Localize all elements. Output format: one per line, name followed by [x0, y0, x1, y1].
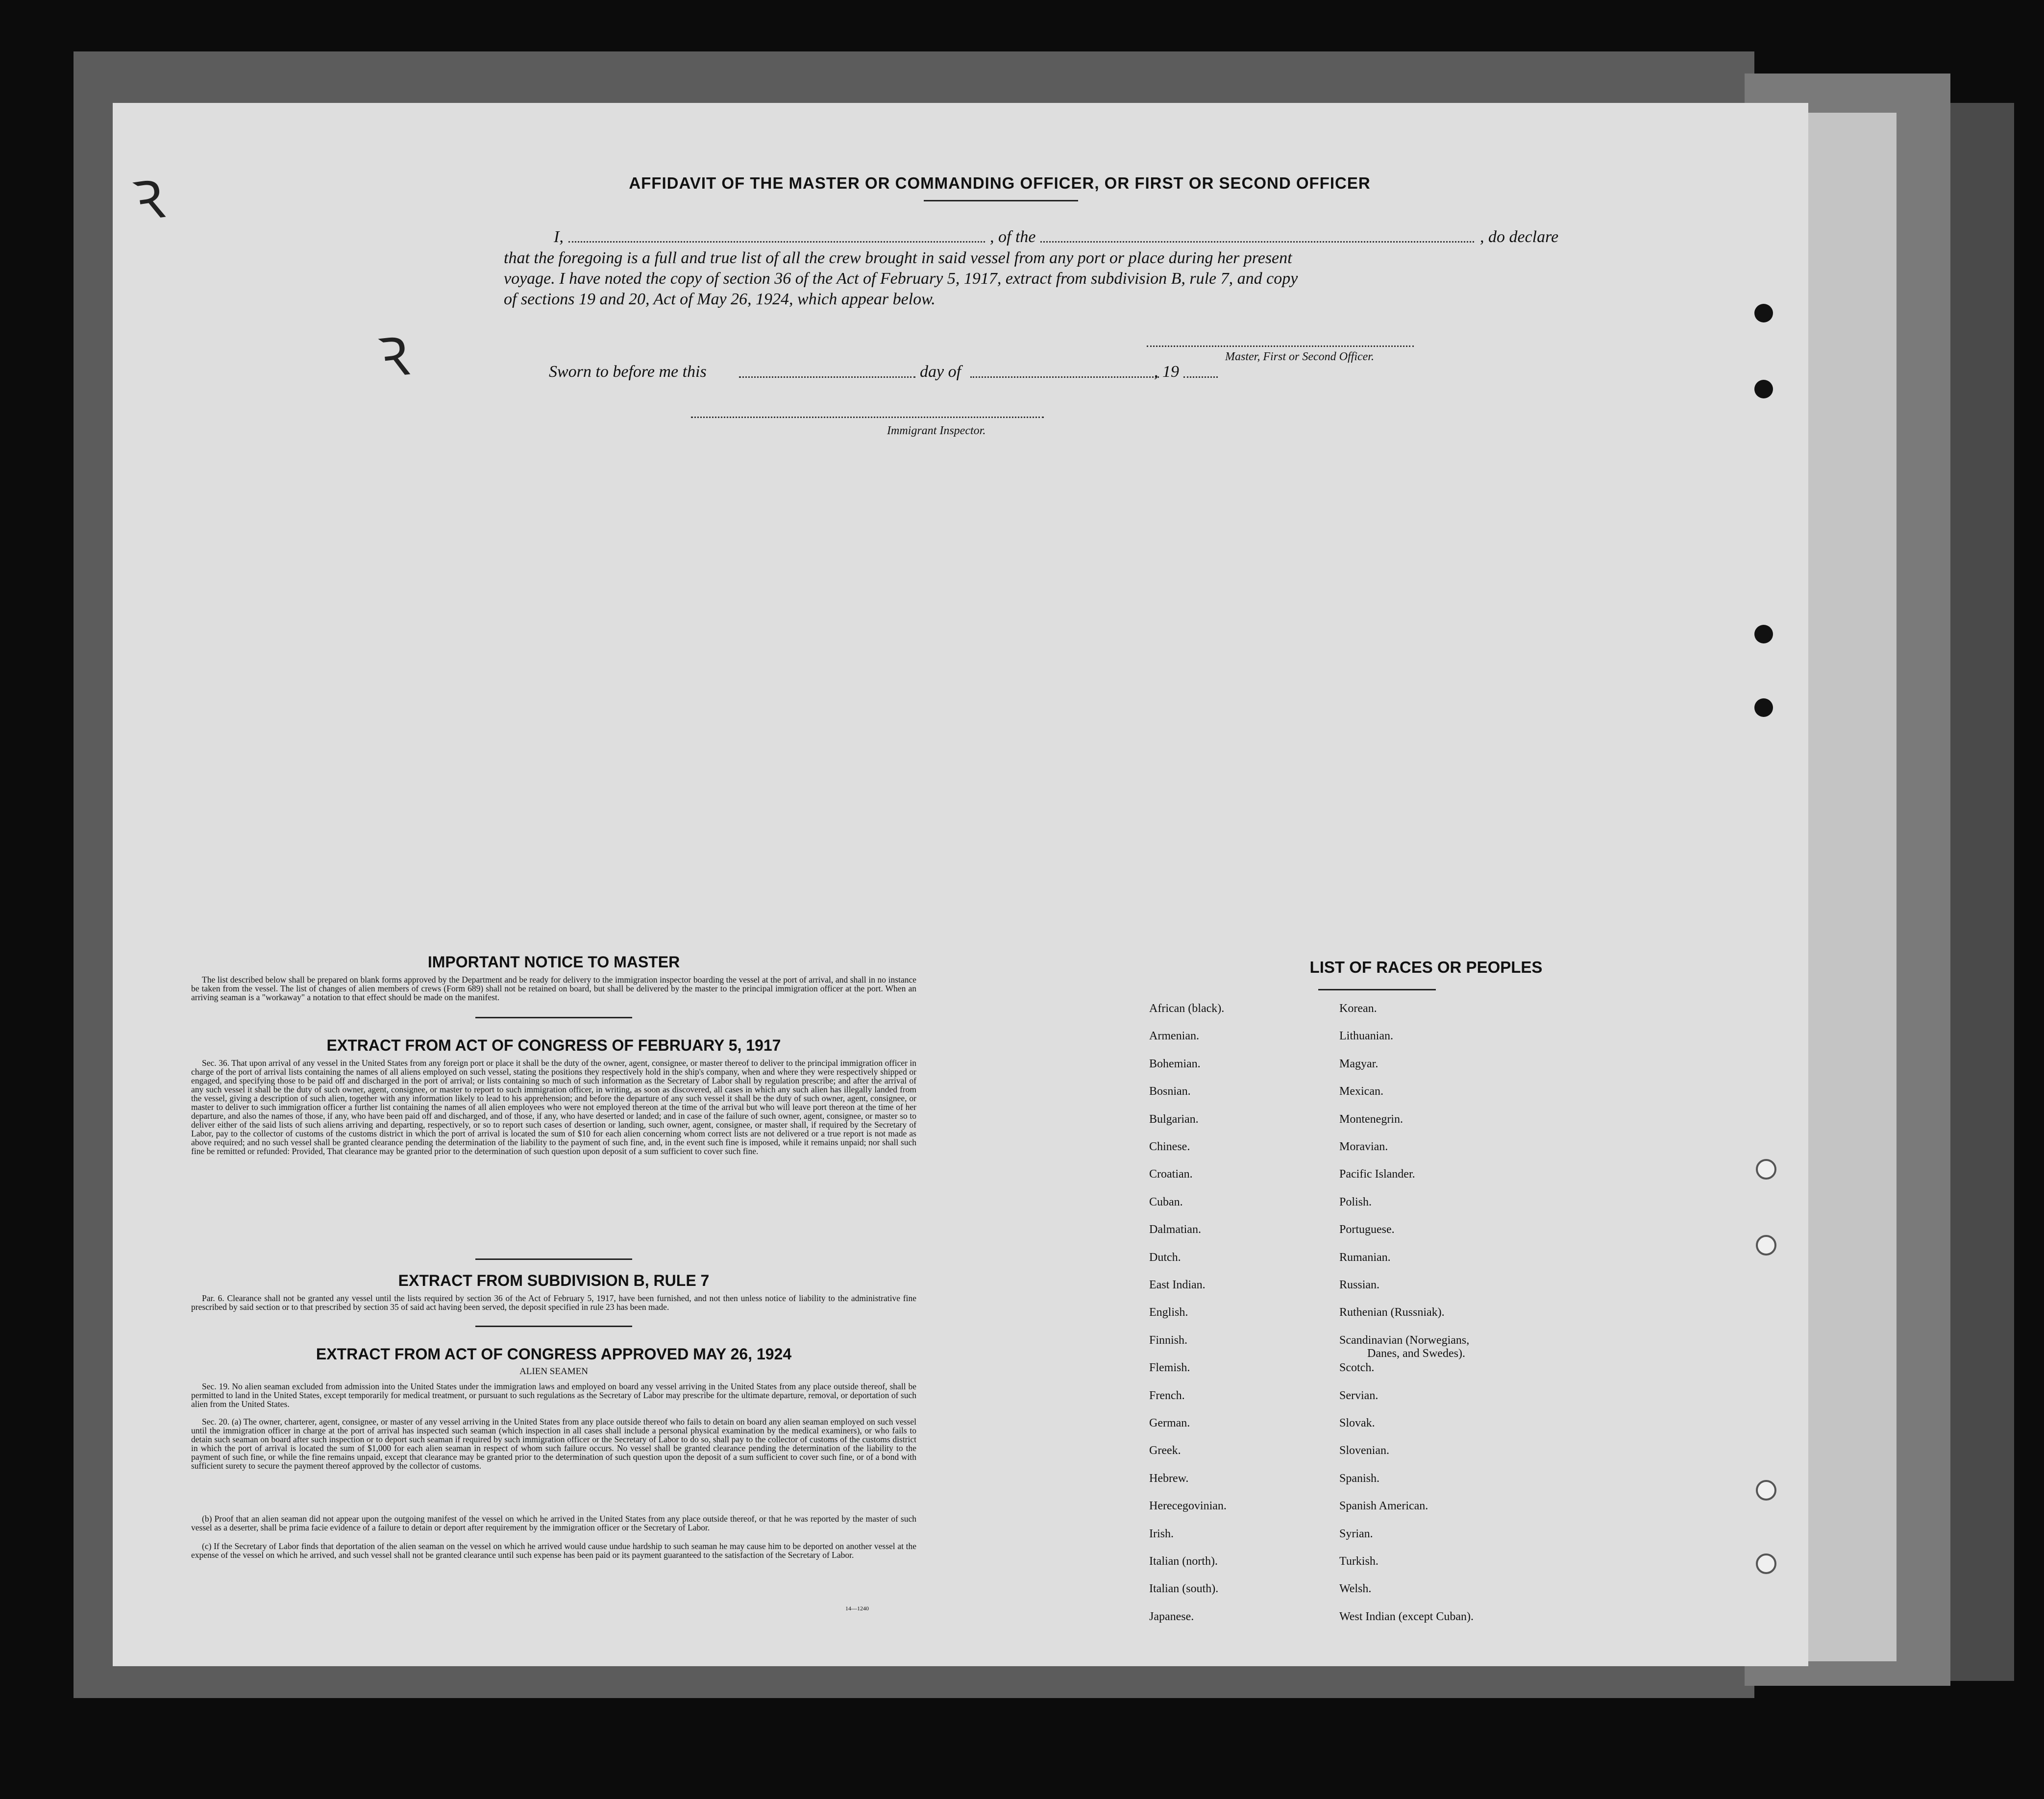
notice-body: The list described below shall be prepared on blank forms approved by the Department and be ready for delivery to the immigration inspector boarding the vessel at the port of arrival, and shall in no instance be taken from the vessel. The list of changes of alien members of crews (Form 689) shall not be retained on board, but shall be delivered by the master to the principal immigration officer at the port. When an arriving seaman is a "workaway" a notation to that effect should be made on the manifest.: [191, 975, 916, 1002]
declaration-name-label: I,: [554, 228, 564, 246]
race-item: Spanish.: [1339, 1472, 1380, 1485]
race-item: Korean.: [1339, 1002, 1377, 1015]
extract-1924-sec19: Sec. 19. No alien seaman excluded from admission into the United States under the immigration laws and employed on board any vessel arriving in the United States from any place outside thereof, shall be permitted to land in the United States, except temporarily for medical treatment, or pursuant to such regulations as the Secretary of Labor may prescribe for the ultimate departure, removal, or deportation of such alien from the United States.: [191, 1381, 916, 1409]
punch-hole-icon: [1754, 380, 1773, 398]
race-item: Herecegovinian.: [1149, 1500, 1227, 1513]
declaration-text-line: of sections 19 and 20, Act of May 26, 1924, which appear below.: [504, 290, 936, 308]
sworn-day-field[interactable]: [739, 376, 915, 378]
master-signature-label: Master, First or Second Officer.: [1225, 350, 1374, 363]
ring-hole-icon: [1756, 1159, 1776, 1180]
race-item: Slovenian.: [1339, 1444, 1389, 1457]
extract-1924-subtitle: ALIEN SEAMEN: [519, 1366, 588, 1377]
races-title: LIST OF RACES OR PEOPLES: [1309, 958, 1543, 976]
sworn-label: Sworn to before me this: [549, 363, 707, 381]
subdivision-title: EXTRACT FROM SUBDIVISION B, RULE 7: [398, 1272, 710, 1289]
race-item: Welsh.: [1339, 1582, 1372, 1596]
race-item: Scotch.: [1339, 1361, 1375, 1375]
affidavit-page: [113, 103, 1808, 1666]
ring-hole-icon: [1756, 1480, 1776, 1501]
form-number: 14—1240: [845, 1605, 869, 1612]
section-rule: [475, 1017, 632, 1018]
race-item: French.: [1149, 1389, 1185, 1402]
affidavit-title: AFFIDAVIT OF THE MASTER OR COMMANDING OFFICER, OR FIRST OR SECOND OFFICER: [629, 174, 1371, 192]
sworn-month-field[interactable]: [970, 376, 1159, 378]
race-item-continuation: Danes, and Swedes).: [1367, 1347, 1465, 1360]
race-item: Bosnian.: [1149, 1085, 1191, 1098]
extract-1924-sec20c: (c) If the Secretary of Labor finds that deportation of the alien seaman on the vessel on which he arrived would cause undue hardship to such seaman he may cause him to be deported on another vessel at the expense of the vessel on which he arrived, and such vessel shall not be granted clearance until such expense has been paid or its payment guaranteed to the satisfaction of the Secretary of Labor.: [191, 1541, 916, 1560]
race-item: Scandinavian (Norwegians,: [1339, 1333, 1470, 1347]
extract-1917-title: EXTRACT FROM ACT OF CONGRESS OF FEBRUARY 5, 1917: [326, 1036, 781, 1054]
race-item: Syrian.: [1339, 1527, 1373, 1540]
race-item: Japanese.: [1149, 1610, 1194, 1623]
declaration-text-line: voyage. I have noted the copy of section 36 of the Act of February 5, 1917, extract from subdivision B, rule 7, and copy: [504, 270, 1298, 288]
subdivision-body: Par. 6. Clearance shall not be granted any vessel until the lists required by section 36 of the Act of February 5, 1917, have been furnished, and not then unless notice of liability to the administrative fine prescribed by said section or to that prescribed by section 35 of said act having been served, the deposit specified in rule 23 has been made.: [191, 1293, 916, 1312]
ring-hole-icon: [1756, 1235, 1776, 1256]
punch-hole-icon: [1754, 698, 1773, 717]
notice-title: IMPORTANT NOTICE TO MASTER: [427, 953, 680, 971]
race-item: Servian.: [1339, 1389, 1379, 1402]
race-item: Italian (north).: [1149, 1555, 1218, 1568]
extract-1924-sec20a: Sec. 20. (a) The owner, charterer, agent, consignee, or master of any vessel arriving in the United States from any place outside thereof who fails to detain on board any alien seaman employed on such vessel until the immigration officer in charge at the port of arrival has inspected such seaman (which inspection in all cases shall include a personal physical examination by the medical examiners), or who fails to detain such seaman on board after such inspection or to deport such seaman if required by such immigration officer or the Secretary of Labor to do so, shall pay to the collector of customs of the customs district in which the port of arrival is located the sum of $1,000 for each alien seaman in respect of whom such failure occurs. No vessel shall be granted clearance pending the determination of the liability to the payment of such fine, or while the fine remains unpaid, except that clearance may be granted prior to the determination of such question upon the deposit of a sum sufficient to cover such fine, or of a bond with sufficient surety to secure the payment thereof approved by the collector of customs.: [191, 1417, 916, 1471]
race-item: Slovak.: [1339, 1417, 1375, 1429]
master-signature-field[interactable]: [1147, 345, 1414, 347]
declaration-suffix: , do declare: [1480, 228, 1559, 246]
race-item: Mexican.: [1339, 1085, 1383, 1098]
race-item: Ruthenian (Russniak).: [1339, 1306, 1445, 1319]
race-item: Italian (south).: [1149, 1582, 1219, 1596]
race-item: African (black).: [1149, 1002, 1225, 1015]
vessel-name-field[interactable]: [1040, 241, 1474, 243]
sworn-year-label: , 19: [1154, 363, 1179, 381]
extract-1924-sec20b: (b) Proof that an alien seaman did not appear upon the outgoing manifest of the vessel on which he arrived in the United States from any place outside thereof, or that he was reported by the master of such vessel as a deserter, shall be prima facie evidence of a failure to detain or deport after requirement by the immigration officer or the Secretary of Labor.: [191, 1514, 916, 1532]
sworn-day-of-label: day of: [920, 363, 961, 381]
section-rule: [475, 1326, 632, 1327]
races-rule: [1318, 989, 1436, 990]
sworn-year-field[interactable]: [1183, 376, 1218, 378]
race-item: East Indian.: [1149, 1279, 1206, 1291]
race-item: Spanish American.: [1339, 1500, 1428, 1513]
declaration-text-line: that the foregoing is a full and true list of all the crew brought in said vessel from any port or place during her present: [504, 249, 1292, 267]
ring-hole-icon: [1756, 1553, 1776, 1574]
race-item: West Indian (except Cuban).: [1339, 1610, 1474, 1623]
handwritten-mark: Ꝛ: [128, 167, 169, 234]
race-item: Cuban.: [1149, 1195, 1183, 1208]
race-item: Russian.: [1339, 1279, 1380, 1291]
extract-1924-title: EXTRACT FROM ACT OF CONGRESS APPROVED MAY 26, 1924: [316, 1345, 792, 1363]
officer-name-field[interactable]: [568, 241, 985, 243]
race-item: Chinese.: [1149, 1140, 1190, 1153]
race-item: Bulgarian.: [1149, 1112, 1199, 1126]
race-item: Moravian.: [1339, 1140, 1388, 1153]
race-item: German.: [1149, 1417, 1190, 1429]
race-item: Montenegrin.: [1339, 1112, 1403, 1126]
race-item: Irish.: [1149, 1527, 1174, 1540]
race-item: Flemish.: [1149, 1361, 1190, 1375]
punch-hole-icon: [1754, 625, 1773, 643]
race-item: English.: [1149, 1306, 1188, 1319]
race-item: Pacific Islander.: [1339, 1168, 1415, 1181]
race-item: Finnish.: [1149, 1333, 1188, 1347]
inspector-signature-field[interactable]: [691, 417, 1044, 418]
inspector-signature-label: Immigrant Inspector.: [887, 424, 986, 437]
section-rule: [475, 1258, 632, 1260]
extract-1917-body: Sec. 36. That upon arrival of any vessel in the United States from any foreign port or place it shall be the duty of the owner, agent, consignee, or master thereof to deliver to the principal immigration officer in charge of the port of arrival lists containing the names of all aliens employed on such vessel, stating the positions they respectively hold in the ship's company, when and where they were respectively shipped or engaged, and specifying those to be paid off and discharged in the port of arrival; or lists containing so much of such information as the Secretary of Labor shall by regulation prescribe; and after the arrival of any such vessel it shall be the duty of such owner, agent, consignee, or master to report to such immigration officer, in writing, as soon as discovered, all cases in which any such alien has illegally landed from the vessel, giving a description of such alien, together with any information likely to lead to his apprehension; and before the departure of any such vessel it shall be the duty of such owner, agent, consignee, or master to deliver to such immigration officer a further list containing the names of all alien employees who were not employed thereon at the time of the arrival but who will leave port thereon at the time of her departure, and also the names of those, if any, who have been paid off and discharged, and of those, if any, who have deserted or landed; and in case of the failure of such owner, agent, consignee, or master so to deliver either of the said lists of such aliens arriving and departing, respectively, or so to report such cases of desertion or landing, such owner, agent, consignee, or master shall, if required by the Secretary of Labor, pay to the collector of customs of the customs district in which the port of arrival is located the sum of $10 for each alien concerning whom correct lists are not delivered or a true report is not made as above required; and no such vessel shall be granted clearance pending the determination of the liability to the payment of such fine, and, in the event such fine is imposed, while it remains unpaid; nor shall such fine be remitted or refunded: Provided, That clearance may be granted prior to the determination of such question upon deposit of a sum sufficient to cover such fine.: [191, 1058, 916, 1156]
race-item: Armenian.: [1149, 1030, 1199, 1043]
race-item: Hebrew.: [1149, 1472, 1189, 1485]
race-item: Portuguese.: [1339, 1223, 1395, 1236]
race-item: Magyar.: [1339, 1057, 1379, 1070]
handwritten-mark: Ꝛ: [374, 324, 413, 390]
race-item: Rumanian.: [1339, 1251, 1391, 1264]
race-item: Bohemian.: [1149, 1057, 1201, 1070]
race-item: Dalmatian.: [1149, 1223, 1201, 1236]
race-item: Greek.: [1149, 1444, 1181, 1457]
race-item: Turkish.: [1339, 1555, 1379, 1568]
punch-hole-icon: [1754, 304, 1773, 322]
declaration-vessel-label: , of the: [990, 228, 1036, 246]
title-rule: [924, 200, 1078, 201]
race-item: Croatian.: [1149, 1168, 1193, 1181]
race-item: Polish.: [1339, 1195, 1372, 1208]
race-item: Dutch.: [1149, 1251, 1181, 1264]
race-item: Lithuanian.: [1339, 1030, 1393, 1043]
